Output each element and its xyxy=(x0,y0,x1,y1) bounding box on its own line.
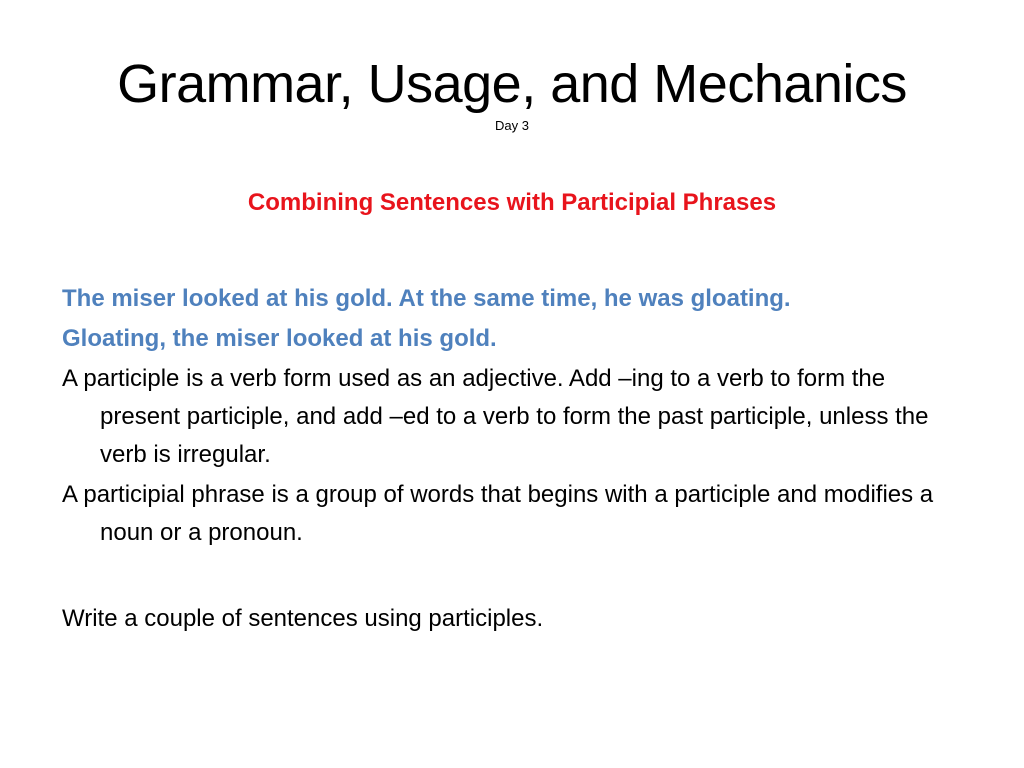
example-sentence-original: The miser looked at his gold. At the same time, he was gloating. xyxy=(62,285,791,312)
section-heading: Combining Sentences with Participial Phrases xyxy=(247,189,777,216)
spacer xyxy=(62,554,962,600)
participle-definition: A participle is a verb form used as an adjective. Add –ing to a verb to form the present participle, and add –ed to a verb to form the past participle, unless the verb is irregular. xyxy=(62,365,929,468)
slide-body xyxy=(62,280,962,640)
title-block xyxy=(0,52,1024,134)
example-sentence-combined: Gloating, the miser looked at his gold. xyxy=(62,325,497,352)
writing-instruction: Write a couple of sentences using participles. xyxy=(62,605,544,632)
participial-phrase-definition: A participial phrase is a group of words that begins with a participle and modifies a noun or a pronoun. xyxy=(62,481,934,546)
slide-subtitle: Day 3 xyxy=(495,118,529,133)
slide-title: Grammar, Usage, and Mechanics xyxy=(117,54,907,114)
